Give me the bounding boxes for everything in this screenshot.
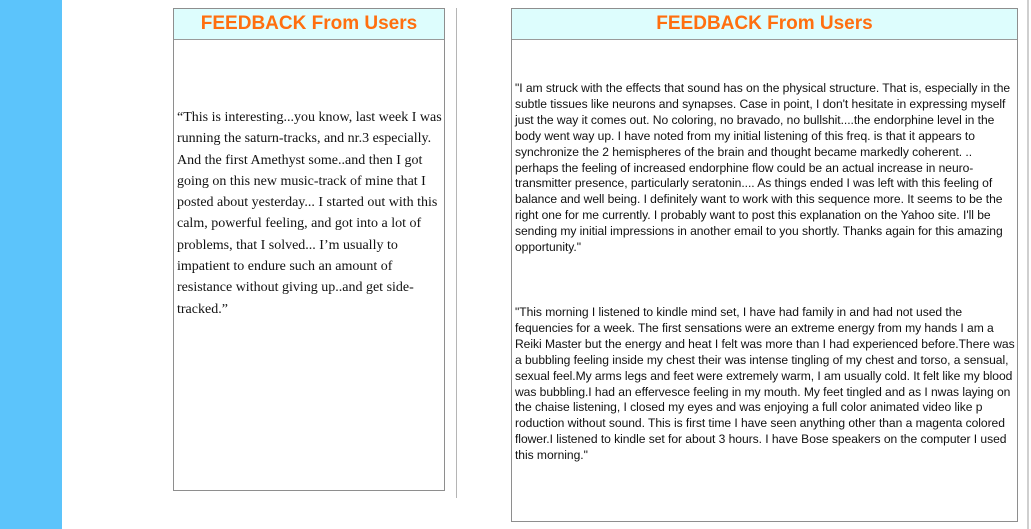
feedback-quote-right-2: "This morning I listened to kindle mind set, I have had family in and had not used the fequencies for a week. The first sensations were an extreme energy from my hands I am a Reiki Master but the energy and heat I felt was more than I had experienced before.There was a bubbling feeling inside my chest their was intense tingling of my chest and torso, a sensual, sexual feel.My arms legs and feet were extremely warm, I am usually cold. It felt like my blood was bubbling.I had an effervesce feeling in my mouth. My feet tingled and as I nwas laying on the chaise listening, I closed my eyes and was enjoying a full color animated video like p roduction without sound. This is first time I have seen anything other than a magenta colored flower.I listened to kindle set for about 3 hours. I have Bose speakers on the computer I used this morning." [515, 305, 1015, 463]
feedback-panel-left [173, 8, 445, 491]
feedback-quote-right-1: "I am struck with the effects that sound has on the physical structure. That is, especially in the subtle tissues like neurons and synapses. Case in point, I don't hesitate in expressing myself just the way it comes out. No coloring, no bravado, no bullshit....the endorphine level in the body went way up. I have noted from my initial listening of this freq. is that it appears to synchronize the 2 hemispheres of the brain and thought became markedly coherent. .. perhaps the feeling of increased endorphine flow could be an actual increase in neuro-transmitter presence, particularly seratonin.... As things ended I was left with this feeling of balance and well being. I definitely want to work with this sequence more. It seems to be the right one for me currently. I probably want to post this explanation on the Yahoo site. I'll be sending my initial impressions in another email to you shortly. Thanks again for this amazing opportunity." [515, 81, 1011, 255]
feedback-title-right: FEEDBACK From Users [512, 9, 1017, 40]
right-edge-line [1027, 0, 1029, 529]
feedback-panel-right [511, 8, 1018, 522]
divider-line [456, 8, 457, 498]
left-sidebar-strip [0, 0, 62, 529]
feedback-title-left: FEEDBACK From Users [174, 9, 444, 40]
feedback-quote-left: “This is interesting...you know, last week I was running the saturn-tracks, and nr.3 especially. And the first Amethyst some..and then I got going on this new music-track of mine that I posted about yesterday... I started out with this calm, powerful feeling, and got into a lot of problems, that I solved... I’m usually to impatient to endure such an amount of resistance without giving up..and get side-tracked.” [177, 110, 442, 317]
